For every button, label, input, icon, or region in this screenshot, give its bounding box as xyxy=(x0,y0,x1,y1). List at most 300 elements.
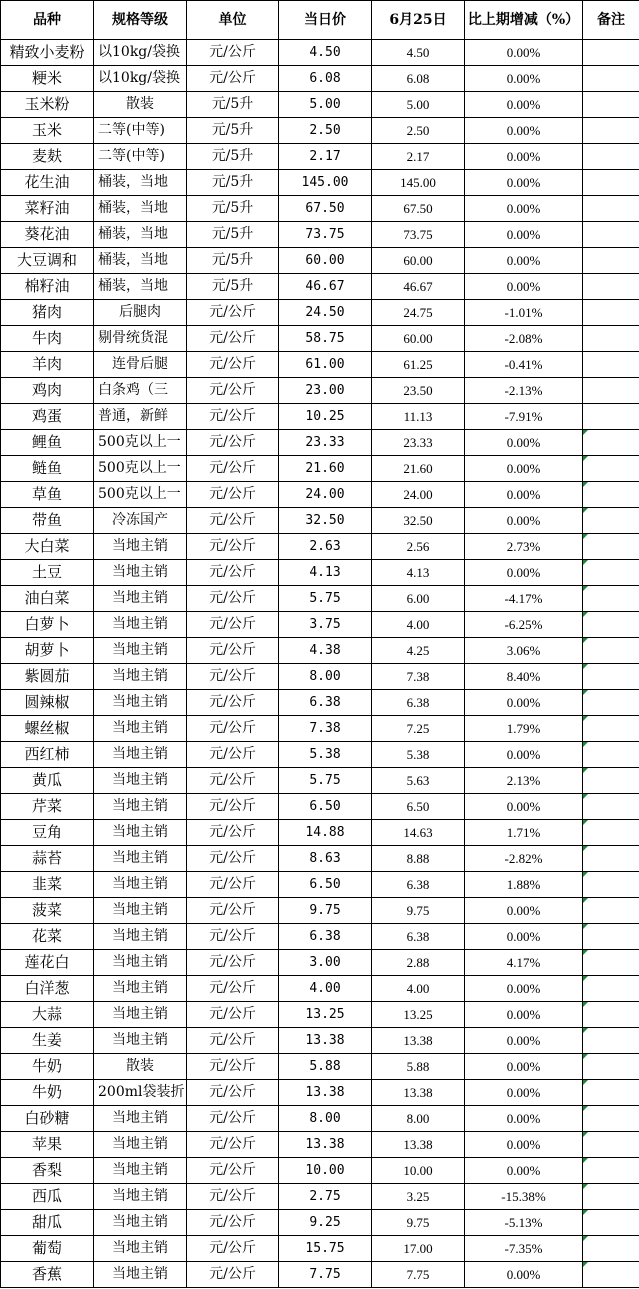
cell-price-prev: 67.50 xyxy=(372,196,465,222)
cell-change: 0.00% xyxy=(465,66,583,92)
error-indicator-icon xyxy=(583,1210,588,1215)
cell-note xyxy=(583,560,639,586)
table-row xyxy=(1,1210,639,1236)
table-row xyxy=(1,664,639,690)
cell-name: 芹菜 xyxy=(1,794,94,820)
cell-price-prev: 9.75 xyxy=(372,1210,465,1236)
cell-spec: 当地主销 xyxy=(94,1132,187,1158)
cell-name: 菠菜 xyxy=(1,898,94,924)
cell-price-prev: 73.75 xyxy=(372,222,465,248)
cell-note xyxy=(583,274,639,300)
cell-spec: 当地主销 xyxy=(94,690,187,716)
cell-unit: 元/公斤 xyxy=(187,664,279,690)
error-indicator-icon xyxy=(583,950,588,955)
table-row xyxy=(1,508,639,534)
cell-unit: 元/公斤 xyxy=(187,742,279,768)
cell-change: 0.00% xyxy=(465,144,583,170)
error-indicator-icon xyxy=(583,690,588,695)
cell-price-prev: 6.38 xyxy=(372,924,465,950)
cell-price-today: 4.13 xyxy=(279,560,372,586)
cell-note xyxy=(583,456,639,482)
cell-unit: 元/公斤 xyxy=(187,638,279,664)
error-indicator-icon xyxy=(583,1002,588,1007)
cell-price-today: 14.88 xyxy=(279,820,372,846)
cell-unit: 元/公斤 xyxy=(187,1080,279,1106)
cell-spec: 当地主销 xyxy=(94,612,187,638)
cell-price-prev: 24.00 xyxy=(372,482,465,508)
table-row xyxy=(1,1236,639,1262)
cell-note xyxy=(583,1132,639,1158)
error-indicator-icon xyxy=(583,1080,588,1085)
cell-change: -1.01% xyxy=(465,300,583,326)
cell-price-today: 13.38 xyxy=(279,1132,372,1158)
cell-note xyxy=(583,196,639,222)
cell-change: 0.00% xyxy=(465,976,583,1002)
error-indicator-icon xyxy=(583,482,588,487)
cell-spec: 当地主销 xyxy=(94,560,187,586)
cell-price-today: 3.75 xyxy=(279,612,372,638)
cell-note xyxy=(583,768,639,794)
table-row xyxy=(1,326,639,352)
cell-name: 粳米 xyxy=(1,66,94,92)
header-note: 备注 xyxy=(583,1,639,40)
cell-price-prev: 6.08 xyxy=(372,66,465,92)
cell-price-prev: 32.50 xyxy=(372,508,465,534)
error-indicator-icon xyxy=(583,430,588,435)
cell-name: 香梨 xyxy=(1,1158,94,1184)
cell-change: 0.00% xyxy=(465,118,583,144)
cell-note xyxy=(583,352,639,378)
cell-spec: 当地主销 xyxy=(94,898,187,924)
cell-unit: 元/5升 xyxy=(187,274,279,300)
cell-price-prev: 46.67 xyxy=(372,274,465,300)
cell-price-today: 145.00 xyxy=(279,170,372,196)
cell-price-today: 6.38 xyxy=(279,924,372,950)
cell-unit: 元/公斤 xyxy=(187,456,279,482)
cell-spec: 桶装，当地 xyxy=(94,170,187,196)
cell-price-prev: 5.63 xyxy=(372,768,465,794)
cell-spec: 当地主销 xyxy=(94,976,187,1002)
cell-name: 甜瓜 xyxy=(1,1210,94,1236)
cell-price-today: 8.63 xyxy=(279,846,372,872)
cell-spec: 当地主销 xyxy=(94,534,187,560)
cell-price-today: 5.75 xyxy=(279,768,372,794)
cell-price-prev: 60.00 xyxy=(372,326,465,352)
cell-spec: 当地主销 xyxy=(94,872,187,898)
cell-note xyxy=(583,1028,639,1054)
cell-price-prev: 13.25 xyxy=(372,1002,465,1028)
cell-name: 西红柿 xyxy=(1,742,94,768)
cell-change: 0.00% xyxy=(465,1132,583,1158)
cell-name: 白洋葱 xyxy=(1,976,94,1002)
cell-price-today: 5.75 xyxy=(279,586,372,612)
cell-price-today: 8.00 xyxy=(279,664,372,690)
cell-spec: 普通，新鲜 xyxy=(94,404,187,430)
cell-price-today: 6.38 xyxy=(279,690,372,716)
cell-unit: 元/5升 xyxy=(187,170,279,196)
cell-note xyxy=(583,404,639,430)
cell-change: -2.13% xyxy=(465,378,583,404)
cell-name: 玉米粉 xyxy=(1,92,94,118)
cell-spec: 当地主销 xyxy=(94,1210,187,1236)
cell-unit: 元/公斤 xyxy=(187,716,279,742)
cell-name: 鲤鱼 xyxy=(1,430,94,456)
error-indicator-icon xyxy=(583,1106,588,1111)
cell-note xyxy=(583,118,639,144)
cell-spec: 以10kg/袋换 xyxy=(94,40,187,66)
cell-price-prev: 23.50 xyxy=(372,378,465,404)
error-indicator-icon xyxy=(583,976,588,981)
cell-price-prev: 3.25 xyxy=(372,1184,465,1210)
cell-spec: 当地主销 xyxy=(94,1028,187,1054)
error-indicator-icon xyxy=(583,768,588,773)
cell-price-today: 10.25 xyxy=(279,404,372,430)
cell-spec: 白条鸡（三 xyxy=(94,378,187,404)
cell-name: 棉籽油 xyxy=(1,274,94,300)
table-row xyxy=(1,1080,639,1106)
table-row xyxy=(1,1184,639,1210)
cell-note xyxy=(583,612,639,638)
cell-unit: 元/公斤 xyxy=(187,1210,279,1236)
cell-note xyxy=(583,144,639,170)
table-row xyxy=(1,1028,639,1054)
cell-unit: 元/公斤 xyxy=(187,378,279,404)
cell-unit: 元/5升 xyxy=(187,248,279,274)
cell-spec: 当地主销 xyxy=(94,586,187,612)
table-row xyxy=(1,768,639,794)
table-row xyxy=(1,40,639,66)
cell-unit: 元/公斤 xyxy=(187,768,279,794)
cell-unit: 元/5升 xyxy=(187,92,279,118)
cell-name: 白砂糖 xyxy=(1,1106,94,1132)
cell-unit: 元/公斤 xyxy=(187,1184,279,1210)
cell-unit: 元/公斤 xyxy=(187,404,279,430)
table-row xyxy=(1,690,639,716)
cell-change: 0.00% xyxy=(465,560,583,586)
table-row xyxy=(1,378,639,404)
cell-name: 韭菜 xyxy=(1,872,94,898)
cell-note xyxy=(583,430,639,456)
cell-name: 圆辣椒 xyxy=(1,690,94,716)
cell-name: 玉米 xyxy=(1,118,94,144)
cell-price-today: 23.33 xyxy=(279,430,372,456)
cell-name: 牛肉 xyxy=(1,326,94,352)
cell-price-today: 21.60 xyxy=(279,456,372,482)
header-name: 品种 xyxy=(1,1,94,40)
cell-price-today: 3.00 xyxy=(279,950,372,976)
cell-spec: 当地主销 xyxy=(94,846,187,872)
cell-note xyxy=(583,586,639,612)
cell-note xyxy=(583,92,639,118)
cell-unit: 元/公斤 xyxy=(187,690,279,716)
cell-price-today: 8.00 xyxy=(279,1106,372,1132)
cell-price-prev: 11.13 xyxy=(372,404,465,430)
table-row xyxy=(1,586,639,612)
table-row xyxy=(1,846,639,872)
cell-price-prev: 13.38 xyxy=(372,1028,465,1054)
cell-note xyxy=(583,1184,639,1210)
header-spec: 规格等级 xyxy=(94,1,187,40)
cell-price-today: 6.08 xyxy=(279,66,372,92)
cell-unit: 元/5升 xyxy=(187,118,279,144)
table-row xyxy=(1,638,639,664)
table-row xyxy=(1,170,639,196)
error-indicator-icon xyxy=(583,534,588,539)
error-indicator-icon xyxy=(583,586,588,591)
cell-spec: 当地主销 xyxy=(94,1262,187,1288)
cell-name: 葡萄 xyxy=(1,1236,94,1262)
table-row xyxy=(1,976,639,1002)
error-indicator-icon xyxy=(583,898,588,903)
cell-note xyxy=(583,638,639,664)
cell-note xyxy=(583,326,639,352)
cell-price-prev: 24.75 xyxy=(372,300,465,326)
cell-price-prev: 2.50 xyxy=(372,118,465,144)
cell-note xyxy=(583,950,639,976)
cell-price-today: 24.00 xyxy=(279,482,372,508)
cell-price-today: 13.38 xyxy=(279,1080,372,1106)
cell-price-prev: 14.63 xyxy=(372,820,465,846)
cell-unit: 元/公斤 xyxy=(187,508,279,534)
error-indicator-icon xyxy=(583,716,588,721)
cell-price-today: 7.38 xyxy=(279,716,372,742)
cell-price-prev: 7.38 xyxy=(372,664,465,690)
cell-change: 0.00% xyxy=(465,274,583,300)
table-row xyxy=(1,118,639,144)
cell-spec: 桶装，当地 xyxy=(94,274,187,300)
cell-change: -4.17% xyxy=(465,586,583,612)
cell-change: 0.00% xyxy=(465,1028,583,1054)
cell-change: 0.00% xyxy=(465,196,583,222)
cell-price-today: 9.25 xyxy=(279,1210,372,1236)
cell-price-prev: 6.50 xyxy=(372,794,465,820)
table-row xyxy=(1,92,639,118)
cell-price-prev: 8.88 xyxy=(372,846,465,872)
cell-change: 0.00% xyxy=(465,92,583,118)
error-indicator-icon xyxy=(583,820,588,825)
cell-price-prev: 9.75 xyxy=(372,898,465,924)
cell-spec: 二等(中等) xyxy=(94,144,187,170)
cell-spec: 当地主销 xyxy=(94,794,187,820)
cell-name: 花菜 xyxy=(1,924,94,950)
cell-change: -2.08% xyxy=(465,326,583,352)
cell-price-prev: 6.38 xyxy=(372,872,465,898)
table-row xyxy=(1,222,639,248)
cell-name: 油白菜 xyxy=(1,586,94,612)
cell-spec: 后腿肉 xyxy=(94,300,187,326)
cell-spec: 桶装，当地 xyxy=(94,196,187,222)
error-indicator-icon xyxy=(583,742,588,747)
cell-price-today: 67.50 xyxy=(279,196,372,222)
table-row xyxy=(1,560,639,586)
table-row xyxy=(1,196,639,222)
cell-price-prev: 5.38 xyxy=(372,742,465,768)
cell-unit: 元/公斤 xyxy=(187,326,279,352)
cell-name: 莲花白 xyxy=(1,950,94,976)
cell-unit: 元/公斤 xyxy=(187,846,279,872)
cell-change: 1.88% xyxy=(465,872,583,898)
error-indicator-icon xyxy=(583,508,588,513)
table-row xyxy=(1,404,639,430)
table-row xyxy=(1,144,639,170)
cell-price-today: 60.00 xyxy=(279,248,372,274)
cell-name: 西瓜 xyxy=(1,1184,94,1210)
cell-unit: 元/公斤 xyxy=(187,482,279,508)
header-price-prev: 6月25日 xyxy=(372,1,465,40)
cell-unit: 元/公斤 xyxy=(187,1236,279,1262)
cell-note xyxy=(583,222,639,248)
cell-price-prev: 21.60 xyxy=(372,456,465,482)
cell-price-prev: 61.25 xyxy=(372,352,465,378)
cell-price-today: 10.00 xyxy=(279,1158,372,1184)
cell-price-today: 46.67 xyxy=(279,274,372,300)
cell-price-today: 13.38 xyxy=(279,1028,372,1054)
cell-change: 0.00% xyxy=(465,1106,583,1132)
cell-spec: 当地主销 xyxy=(94,820,187,846)
table-body xyxy=(1,40,639,1288)
cell-spec: 500克以上一 xyxy=(94,482,187,508)
error-indicator-icon xyxy=(583,1028,588,1033)
cell-name: 羊肉 xyxy=(1,352,94,378)
cell-note xyxy=(583,248,639,274)
cell-note xyxy=(583,716,639,742)
cell-note xyxy=(583,482,639,508)
cell-change: 0.00% xyxy=(465,690,583,716)
error-indicator-icon xyxy=(583,664,588,669)
cell-change: 1.71% xyxy=(465,820,583,846)
cell-spec: 冷冻国产 xyxy=(94,508,187,534)
cell-price-prev: 4.25 xyxy=(372,638,465,664)
cell-change: -15.38% xyxy=(465,1184,583,1210)
cell-price-today: 58.75 xyxy=(279,326,372,352)
cell-price-today: 23.00 xyxy=(279,378,372,404)
cell-change: 0.00% xyxy=(465,482,583,508)
cell-price-today: 13.25 xyxy=(279,1002,372,1028)
cell-name: 苹果 xyxy=(1,1132,94,1158)
cell-change: 0.00% xyxy=(465,1054,583,1080)
cell-price-prev: 8.00 xyxy=(372,1106,465,1132)
cell-note xyxy=(583,742,639,768)
cell-name: 带鱼 xyxy=(1,508,94,534)
error-indicator-icon xyxy=(583,794,588,799)
error-indicator-icon xyxy=(583,1262,588,1267)
cell-unit: 元/公斤 xyxy=(187,1002,279,1028)
cell-note xyxy=(583,664,639,690)
cell-name: 生姜 xyxy=(1,1028,94,1054)
error-indicator-icon xyxy=(583,924,588,929)
header-price-today: 当日价 xyxy=(279,1,372,40)
cell-unit: 元/公斤 xyxy=(187,820,279,846)
table-header xyxy=(1,1,639,40)
cell-change: 4.17% xyxy=(465,950,583,976)
cell-unit: 元/公斤 xyxy=(187,560,279,586)
cell-price-prev: 4.13 xyxy=(372,560,465,586)
cell-name: 土豆 xyxy=(1,560,94,586)
table-row xyxy=(1,1132,639,1158)
cell-price-today: 4.50 xyxy=(279,40,372,66)
table-row xyxy=(1,430,639,456)
cell-price-today: 5.00 xyxy=(279,92,372,118)
cell-name: 大蒜 xyxy=(1,1002,94,1028)
cell-unit: 元/公斤 xyxy=(187,1158,279,1184)
cell-price-prev: 2.88 xyxy=(372,950,465,976)
cell-price-prev: 4.00 xyxy=(372,612,465,638)
cell-name: 大白菜 xyxy=(1,534,94,560)
cell-change: 0.00% xyxy=(465,508,583,534)
cell-unit: 元/公斤 xyxy=(187,976,279,1002)
header-change: 比上期增减（%） xyxy=(465,1,583,40)
error-indicator-icon xyxy=(583,1132,588,1137)
cell-change: 0.00% xyxy=(465,898,583,924)
cell-spec: 当地主销 xyxy=(94,716,187,742)
cell-spec: 当地主销 xyxy=(94,1236,187,1262)
cell-spec: 散装 xyxy=(94,92,187,118)
cell-name: 草鱼 xyxy=(1,482,94,508)
cell-note xyxy=(583,1158,639,1184)
cell-price-prev: 145.00 xyxy=(372,170,465,196)
cell-change: 1.79% xyxy=(465,716,583,742)
cell-spec: 当地主销 xyxy=(94,1158,187,1184)
cell-spec: 桶装，当地 xyxy=(94,222,187,248)
cell-unit: 元/5升 xyxy=(187,144,279,170)
cell-unit: 元/公斤 xyxy=(187,40,279,66)
cell-price-today: 5.88 xyxy=(279,1054,372,1080)
cell-name: 胡萝卜 xyxy=(1,638,94,664)
table-row xyxy=(1,898,639,924)
cell-name: 葵花油 xyxy=(1,222,94,248)
cell-change: 2.73% xyxy=(465,534,583,560)
table-row xyxy=(1,1262,639,1288)
cell-unit: 元/公斤 xyxy=(187,924,279,950)
error-indicator-icon xyxy=(583,1236,588,1241)
cell-name: 牛奶 xyxy=(1,1080,94,1106)
cell-spec: 连骨后腿 xyxy=(94,352,187,378)
error-indicator-icon xyxy=(583,846,588,851)
table-row xyxy=(1,352,639,378)
cell-name: 大豆调和 xyxy=(1,248,94,274)
cell-change: 0.00% xyxy=(465,924,583,950)
cell-note xyxy=(583,794,639,820)
cell-change: -7.91% xyxy=(465,404,583,430)
table-row xyxy=(1,742,639,768)
header-row xyxy=(1,1,639,40)
cell-unit: 元/公斤 xyxy=(187,66,279,92)
cell-price-today: 2.17 xyxy=(279,144,372,170)
cell-price-prev: 7.75 xyxy=(372,1262,465,1288)
cell-change: 0.00% xyxy=(465,40,583,66)
cell-unit: 元/5升 xyxy=(187,196,279,222)
cell-note xyxy=(583,690,639,716)
cell-price-prev: 2.17 xyxy=(372,144,465,170)
cell-price-prev: 4.50 xyxy=(372,40,465,66)
cell-price-today: 4.38 xyxy=(279,638,372,664)
cell-name: 白萝卜 xyxy=(1,612,94,638)
cell-unit: 元/5升 xyxy=(187,222,279,248)
table-row xyxy=(1,274,639,300)
cell-spec: 当地主销 xyxy=(94,1002,187,1028)
table-row xyxy=(1,716,639,742)
cell-note xyxy=(583,66,639,92)
cell-name: 精致小麦粉 xyxy=(1,40,94,66)
error-indicator-icon xyxy=(583,1184,588,1189)
cell-unit: 元/公斤 xyxy=(187,794,279,820)
cell-name: 螺丝椒 xyxy=(1,716,94,742)
cell-name: 牛奶 xyxy=(1,1054,94,1080)
cell-unit: 元/公斤 xyxy=(187,586,279,612)
error-indicator-icon xyxy=(583,612,588,617)
cell-change: -7.35% xyxy=(465,1236,583,1262)
table-row xyxy=(1,1002,639,1028)
